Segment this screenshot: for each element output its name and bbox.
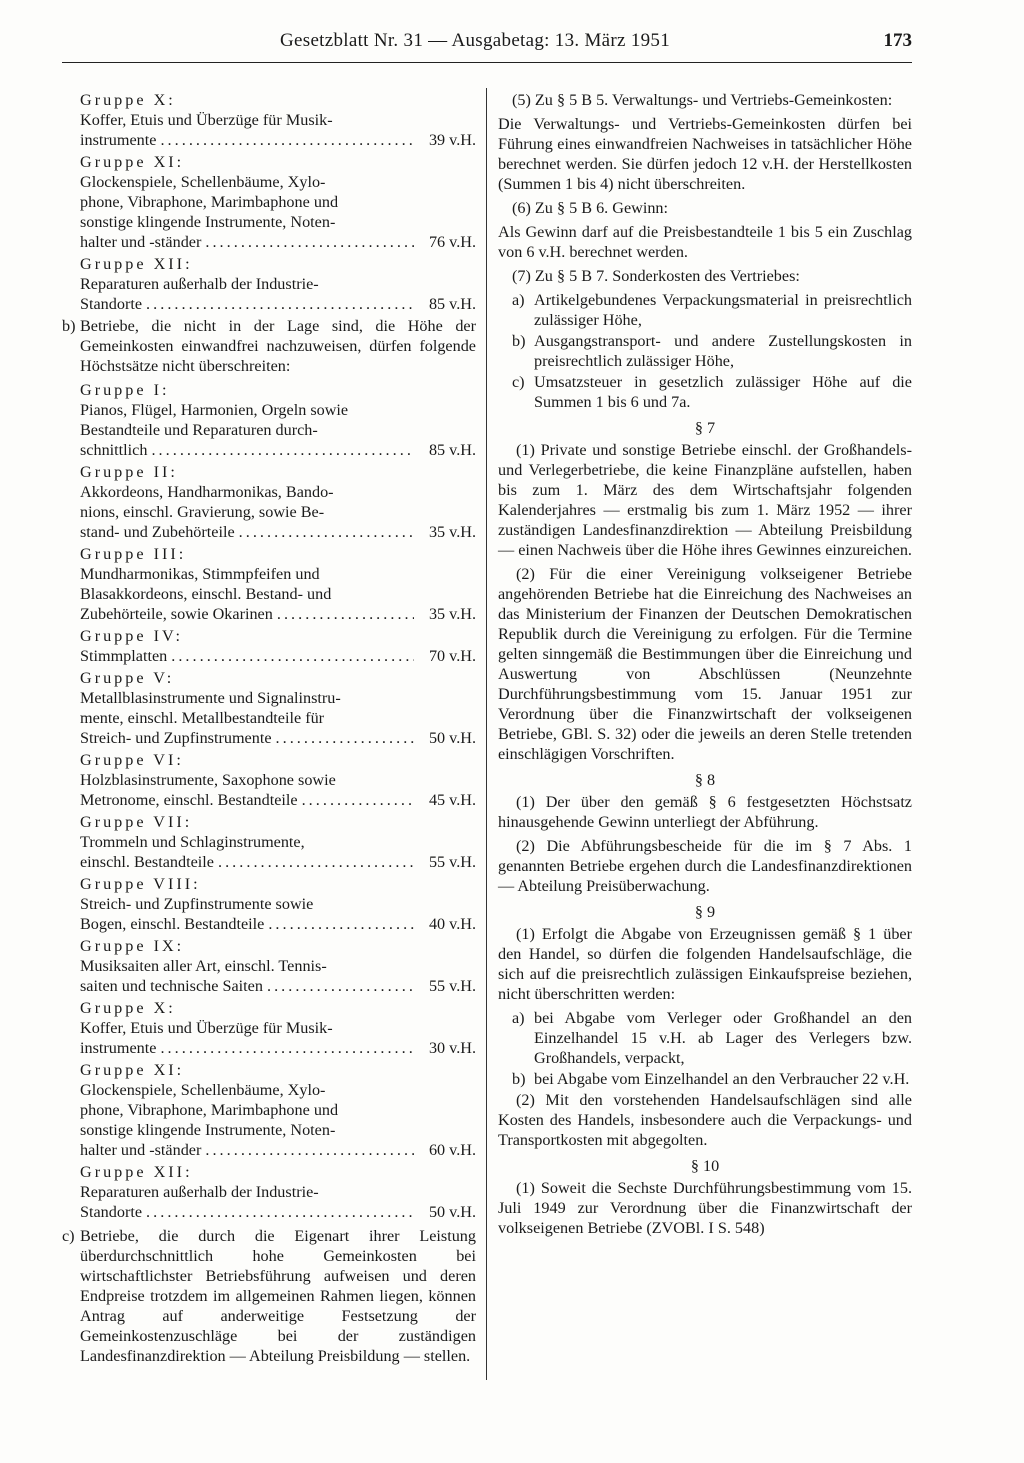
group-last-text: einschl. Bestandteile	[80, 853, 214, 871]
group-line: nions, einschl. Gravierung, sowie Be-	[80, 503, 325, 521]
group-last-text: stand- und Zubehörteile	[80, 523, 235, 541]
paragraph-9-p1: (1) Erfolgt die Abgabe von Erzeugnissen gemäß § 1 über den Handel, so dürfen die folgenden Handelsaufschläge, die sich auf die preisrechtlich zulässigen Einkaufspreise beziehen, nicht überschritten werden:	[498, 925, 912, 1003]
group-line: mente, einschl. Metallbestandteile für	[80, 709, 325, 727]
group-rate: 70 v.H.	[428, 647, 476, 665]
group-rate-line	[80, 646, 476, 666]
page-number: 173	[883, 30, 912, 51]
paragraph-8-p2: (2) Die Abführungsbescheide für die im § 7 Abs. 1 genannten Betriebe ergehen durch die Landesfinanzdirektionen — Abteilung Preisüberwachung.	[498, 837, 912, 895]
item-b	[62, 316, 476, 376]
leader-dots	[146, 1202, 414, 1222]
group-line: Reparaturen außerhalb der Industrie-	[80, 275, 319, 293]
section-5-heading: (5) Zu § 5 B 5. Verwaltungs- und Vertriebs-Gemeinkosten:	[512, 91, 893, 109]
group-item	[62, 668, 476, 748]
leader-dots	[268, 914, 414, 934]
paragraph-7-p2: (2) Für die einer Vereinigung volkseigener Betriebe angehörenden Betriebe hat die Einreichung des Nachweises an das Ministerium der Finanzen der Deutschen Demokratischen Republik durch die Vereinigung zu erfolgen. Für die Termine gelten sinngemäß die Bestimmungen über die Einreichung und Auswertung von Abschlüssen (Neunzehnte Durchführungsbestimmung vom 15. Januar 1951 zur Verordnung über die Finanzwirtschaft der volkseigenen Betriebe, GBl. S. 32) oder die jeweils an deren Stelle tretenden einschlägigen Vorschriften.	[498, 565, 912, 763]
group-rate-line	[80, 130, 476, 150]
group-rate: 85 v.H.	[428, 295, 476, 313]
group-item	[62, 750, 476, 810]
group-line: Streich- und Zupfinstrumente sowie	[80, 895, 314, 913]
leader-dots	[302, 790, 414, 810]
leader-dots	[146, 294, 414, 314]
item-c	[62, 1226, 476, 1366]
group-rate: 76 v.H.	[428, 233, 476, 251]
group-rate: 60 v.H.	[428, 1141, 476, 1159]
group-line: Trommeln und Schlaginstrumente,	[80, 833, 305, 851]
group-rate-line	[80, 852, 476, 872]
list-item-text: Umsatzsteuer in gesetzlich zulässiger Höhe auf die Summen 1 bis 6 und 7a.	[534, 373, 912, 411]
list-item-text: bei Abgabe vom Einzelhandel an den Verbraucher 22 v.H.	[534, 1070, 910, 1088]
page-header	[62, 30, 912, 60]
group-rate: 55 v.H.	[428, 853, 476, 871]
list-item	[498, 1069, 912, 1089]
group-item	[62, 626, 476, 666]
group-item	[62, 1162, 476, 1222]
paragraph-9-title: § 9	[694, 903, 716, 921]
paragraph-9-p2: (2) Mit den vorstehenden Handelsaufschlägen sind alle Kosten des Handels, insbesondere auch die Verpackungs- und Transportkosten mit abgegolten.	[498, 1091, 912, 1149]
group-rate-line	[80, 604, 476, 624]
paragraph-8-p1: (1) Der über den gemäß § 6 festgesetzten Höchstsatz hinausgehende Gewinn unterliegt der Abführung.	[498, 793, 912, 831]
paragraph-7-title: § 7	[694, 419, 716, 437]
group-line: Bestandteile und Reparaturen durch-	[80, 421, 318, 439]
column-divider	[486, 88, 487, 1380]
list-item-text: bei Abgabe vom Verleger oder Großhandel an den Einzelhandel 15 v.H. ab Lager des Verlegers bzw. Großhandels, verpackt,	[534, 1009, 912, 1067]
group-item	[62, 874, 476, 934]
group-line: Blasakkordeons, einschl. Bestand- und	[80, 585, 332, 603]
paragraph-9-items	[498, 1008, 912, 1089]
list-item	[498, 372, 912, 412]
group-rate: 50 v.H.	[428, 729, 476, 747]
section-5-text: Die Verwaltungs- und Vertriebs-Gemeinkosten dürfen bei Führung eines einwandfreien Nachweises in tatsächlicher Höhe berechnet werden. Sie dürfen jedoch 12 v.H. der Herstellkosten (Summen 1 bis 4) nicht überschreiten.	[498, 115, 912, 193]
group-last-text: Standorte	[80, 295, 143, 313]
group-line: Holzblasinstrumente, Saxophone sowie	[80, 771, 336, 789]
leader-dots	[267, 976, 414, 996]
group-rate-line	[80, 440, 476, 460]
section-6	[498, 198, 912, 262]
group-last-text: Metronome, einschl. Bestandteile	[80, 791, 298, 809]
group-name: Gruppe VII:	[80, 813, 193, 831]
leader-dots	[171, 646, 414, 666]
leader-dots	[205, 1140, 414, 1160]
paragraph-10-p1: (1) Soweit die Sechste Durchführungsbestimmung vom 15. Juli 1949 zur Verordnung über die Finanzwirtschaft der volkseigenen Betriebe (ZVOBl. I S. 548)	[498, 1179, 912, 1237]
group-item	[62, 998, 476, 1058]
paragraph-7-p1: (1) Private und sonstige Betriebe einschl. der Großhandels- und Verlegerbetriebe, die keine Finanzpläne aufstellen, haben bis zum 1. März des dem Wirtschaftsjahr folgenden Kalenderjahres — erstmalig bis zum 1. März 1952 — ihrer zuständigen Landesfinanzdirektion — Abteilung Preisbildung — einen Nachweis über die Höhe ihres Gewinnes einzureichen.	[498, 441, 912, 559]
item-c-text: Betriebe, die durch die Eigenart ihrer Leistung überdurchschnittlich hohe Gemeinkosten bei wirtschaftlichster Betriebsführung aufweisen und deren Endpreise trotzdem im allgemeinen Rahmen liegen, können Antrag auf anderweitige Festsetzung der Gemeinkostenzuschläge bei der zuständigen Landesfinanzdirektion — Abteilung Preisbildung — stellen.	[80, 1227, 476, 1365]
paragraph-10-title: § 10	[690, 1157, 720, 1175]
group-line: sonstige klingende Instrumente, Noten-	[80, 1121, 336, 1139]
group-rate-line	[80, 728, 476, 748]
section-5	[498, 90, 912, 194]
group-rate-line	[80, 914, 476, 934]
group-item	[62, 90, 476, 150]
group-line: Musiksaiten aller Art, einschl. Tennis-	[80, 957, 327, 975]
section-6-text: Als Gewinn darf auf die Preisbestandteile 1 bis 5 ein Zuschlag von 6 v.H. berechnet werden.	[498, 223, 912, 261]
group-line: Koffer, Etuis und Überzüge für Musik-	[80, 111, 333, 129]
group-last-text: Stimmplatten	[80, 647, 168, 665]
group-rate: 45 v.H.	[428, 791, 476, 809]
group-item	[62, 544, 476, 624]
group-line: phone, Vibraphone, Marimbaphone und	[80, 1101, 339, 1119]
group-name: Gruppe VI:	[80, 751, 184, 769]
group-rate: 85 v.H.	[428, 441, 476, 459]
group-rate-line	[80, 232, 476, 252]
group-line: phone, Vibraphone, Marimbaphone und	[80, 193, 339, 211]
list-item	[498, 331, 912, 371]
group-rate: 55 v.H.	[428, 977, 476, 995]
list-item	[498, 290, 912, 330]
group-line: Pianos, Flügel, Harmonien, Orgeln sowie	[80, 401, 349, 419]
group-name: Gruppe II:	[80, 463, 178, 481]
group-last-text: Streich- und Zupfinstrumente	[80, 729, 272, 747]
group-line: Akkordeons, Handharmonikas, Bando-	[80, 483, 334, 501]
header-title: Gesetzblatt Nr. 31 — Ausgabetag: 13. März 1951	[280, 30, 671, 51]
list-item-text: Ausgangstransport- und andere Zustellungskosten in preisrechtlich zulässiger Höhe,	[534, 332, 912, 370]
group-rate-line	[80, 1038, 476, 1058]
group-line: Metallblasinstrumente und Signalinstru-	[80, 689, 341, 707]
group-last-text: instrumente	[80, 1039, 157, 1057]
group-last-text: instrumente	[80, 131, 157, 149]
group-rate: 39 v.H.	[428, 131, 476, 149]
leader-dots	[239, 522, 414, 542]
group-name: Gruppe V:	[80, 669, 175, 687]
section-7-items	[498, 290, 912, 412]
group-item	[62, 380, 476, 460]
group-rate: 50 v.H.	[428, 1203, 476, 1221]
section-7-heading: (7) Zu § 5 B 7. Sonderkosten des Vertriebes:	[512, 267, 800, 285]
left-column	[62, 90, 476, 1367]
item-c-label: c)	[62, 1227, 75, 1245]
list-item-text: Artikelgebundenes Verpackungsmaterial in preisrechtlich zulässiger Höhe,	[534, 291, 912, 329]
group-name: Gruppe XII:	[80, 1163, 193, 1181]
list-item-label: c)	[512, 373, 525, 391]
group-line: Reparaturen außerhalb der Industrie-	[80, 1183, 319, 1201]
item-b-label: b)	[62, 317, 76, 335]
group-last-text: halter und -ständer	[80, 1141, 202, 1159]
group-rate-line	[80, 1140, 476, 1160]
leader-dots	[276, 728, 414, 748]
group-name: Gruppe X:	[80, 91, 176, 109]
group-last-text: saiten und technische Saiten	[80, 977, 263, 995]
list-item-label: a)	[512, 291, 525, 309]
leader-dots	[160, 1038, 414, 1058]
group-name: Gruppe XI:	[80, 1061, 185, 1079]
list-item-label: b)	[512, 1070, 526, 1088]
group-last-text: halter und -ständer	[80, 233, 202, 251]
b-groups	[62, 380, 476, 1222]
leader-dots	[151, 440, 414, 460]
group-name: Gruppe XI:	[80, 153, 185, 171]
section-6-heading: (6) Zu § 5 B 6. Gewinn:	[512, 199, 669, 217]
leader-dots	[218, 852, 414, 872]
group-name: Gruppe I:	[80, 381, 170, 399]
group-name: Gruppe VIII:	[80, 875, 201, 893]
group-item	[62, 152, 476, 252]
list-item	[498, 1008, 912, 1068]
group-line: Glockenspiele, Schellenbäume, Xylo-	[80, 173, 326, 191]
group-rate-line	[80, 522, 476, 542]
list-item-label: a)	[512, 1009, 525, 1027]
group-last-text: Zubehörteile, sowie Okarinen	[80, 605, 273, 623]
leader-dots	[277, 604, 414, 624]
group-line: Glockenspiele, Schellenbäume, Xylo-	[80, 1081, 326, 1099]
group-rate-line	[80, 976, 476, 996]
group-line: Koffer, Etuis und Überzüge für Musik-	[80, 1019, 333, 1037]
group-item	[62, 254, 476, 314]
group-rate-line	[80, 1202, 476, 1222]
group-last-text: schnittlich	[80, 441, 148, 459]
group-rate: 35 v.H.	[428, 605, 476, 623]
group-item	[62, 936, 476, 996]
group-item	[62, 812, 476, 872]
paragraph-8-title: § 8	[694, 771, 716, 789]
group-name: Gruppe IV:	[80, 627, 183, 645]
group-item	[62, 462, 476, 542]
group-name: Gruppe III:	[80, 545, 187, 563]
intro-groups	[62, 90, 476, 314]
group-item	[62, 1060, 476, 1160]
item-b-text: Betriebe, die nicht in der Lage sind, die Höhe der Gemeinkosten einwandfrei nachzuweisen, dürfen folgende Höchstsätze nicht überschreiten:	[80, 317, 476, 375]
header-rule	[62, 62, 912, 63]
group-rate-line	[80, 294, 476, 314]
group-rate-line	[80, 790, 476, 810]
group-rate: 35 v.H.	[428, 523, 476, 541]
group-rate: 30 v.H.	[428, 1039, 476, 1057]
group-name: Gruppe XII:	[80, 255, 193, 273]
group-name: Gruppe IX:	[80, 937, 185, 955]
group-line: sonstige klingende Instrumente, Noten-	[80, 213, 336, 231]
section-7-costs	[498, 266, 912, 412]
group-rate: 40 v.H.	[428, 915, 476, 933]
group-line: Mundharmonikas, Stimmpfeifen und	[80, 565, 320, 583]
group-last-text: Standorte	[80, 1203, 143, 1221]
list-item-label: b)	[512, 332, 526, 350]
group-last-text: Bogen, einschl. Bestandteile	[80, 915, 265, 933]
leader-dots	[205, 232, 414, 252]
right-column	[498, 90, 912, 1242]
leader-dots	[160, 130, 414, 150]
group-name: Gruppe X:	[80, 999, 176, 1017]
